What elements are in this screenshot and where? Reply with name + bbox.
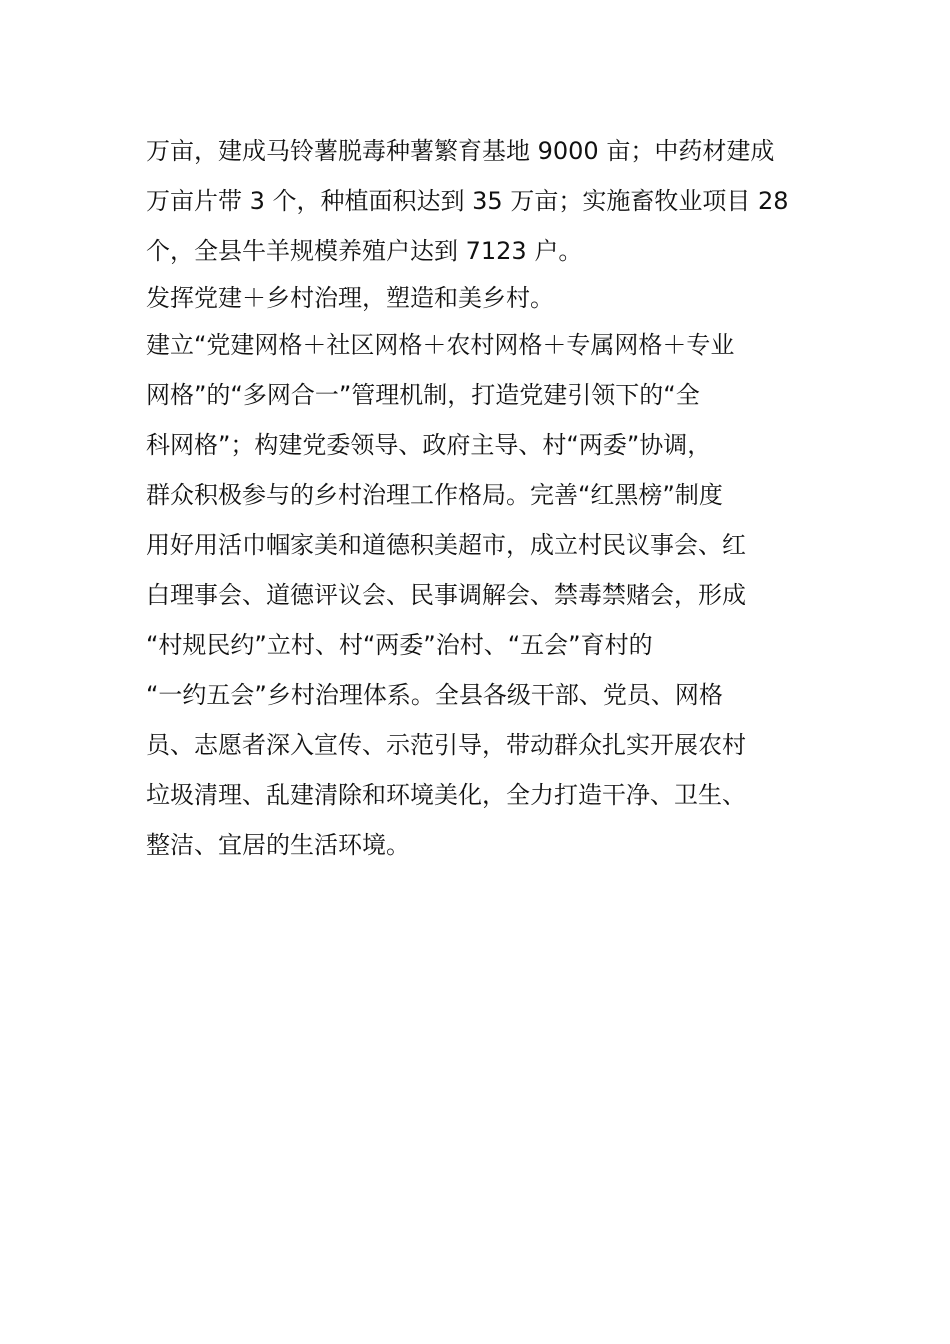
text-line: 垃圾清理、乱建清除和环境美化，全力打造干净、卫生、	[146, 781, 746, 809]
text-line: 科网格”；构建党委领导、政府主导、村“两委”协调，	[146, 431, 712, 459]
text-line: 建立“党建网格＋社区网格＋农村网格＋专属网格＋专业	[146, 331, 735, 359]
text-line: 网格”的“多网合一”管理机制，打造党建引领下的“全	[146, 381, 700, 409]
text-line: 群众积极参与的乡村治理工作格局。完善“红黑榜”制度	[146, 481, 723, 509]
text-line: 白理事会、道德评议会、民事调解会、禁毒禁赌会，形成	[146, 581, 746, 609]
paragraph-agriculture-stats	[146, 126, 806, 276]
text-line: 个，全县牛羊规模养殖户达到 7123 户。	[146, 237, 583, 265]
text-line: “一约五会”乡村治理体系。全县各级干部、党员、网格	[146, 681, 723, 709]
text-line: “村规民约”立村、村“两委”治村、“五会”育村的	[146, 631, 653, 659]
text-line: 整洁、宜居的生活环境。	[146, 831, 410, 859]
text-line: 万亩片带 3 个，种植面积达到 35 万亩；实施畜牧业项目 28	[146, 187, 789, 215]
paragraph-governance	[146, 320, 806, 870]
paragraph-heading	[146, 276, 806, 320]
section-heading: 发挥党建＋乡村治理，塑造和美乡村。	[146, 284, 554, 312]
text-line: 员、志愿者深入宣传、示范引导，带动群众扎实开展农村	[146, 731, 746, 759]
text-line: 用好用活巾帼家美和道德积美超市，成立村民议事会、红	[146, 531, 746, 559]
document-body	[146, 126, 806, 870]
text-line: 万亩，建成马铃薯脱毒种薯繁育基地 9000 亩；中药材建成	[146, 137, 775, 165]
